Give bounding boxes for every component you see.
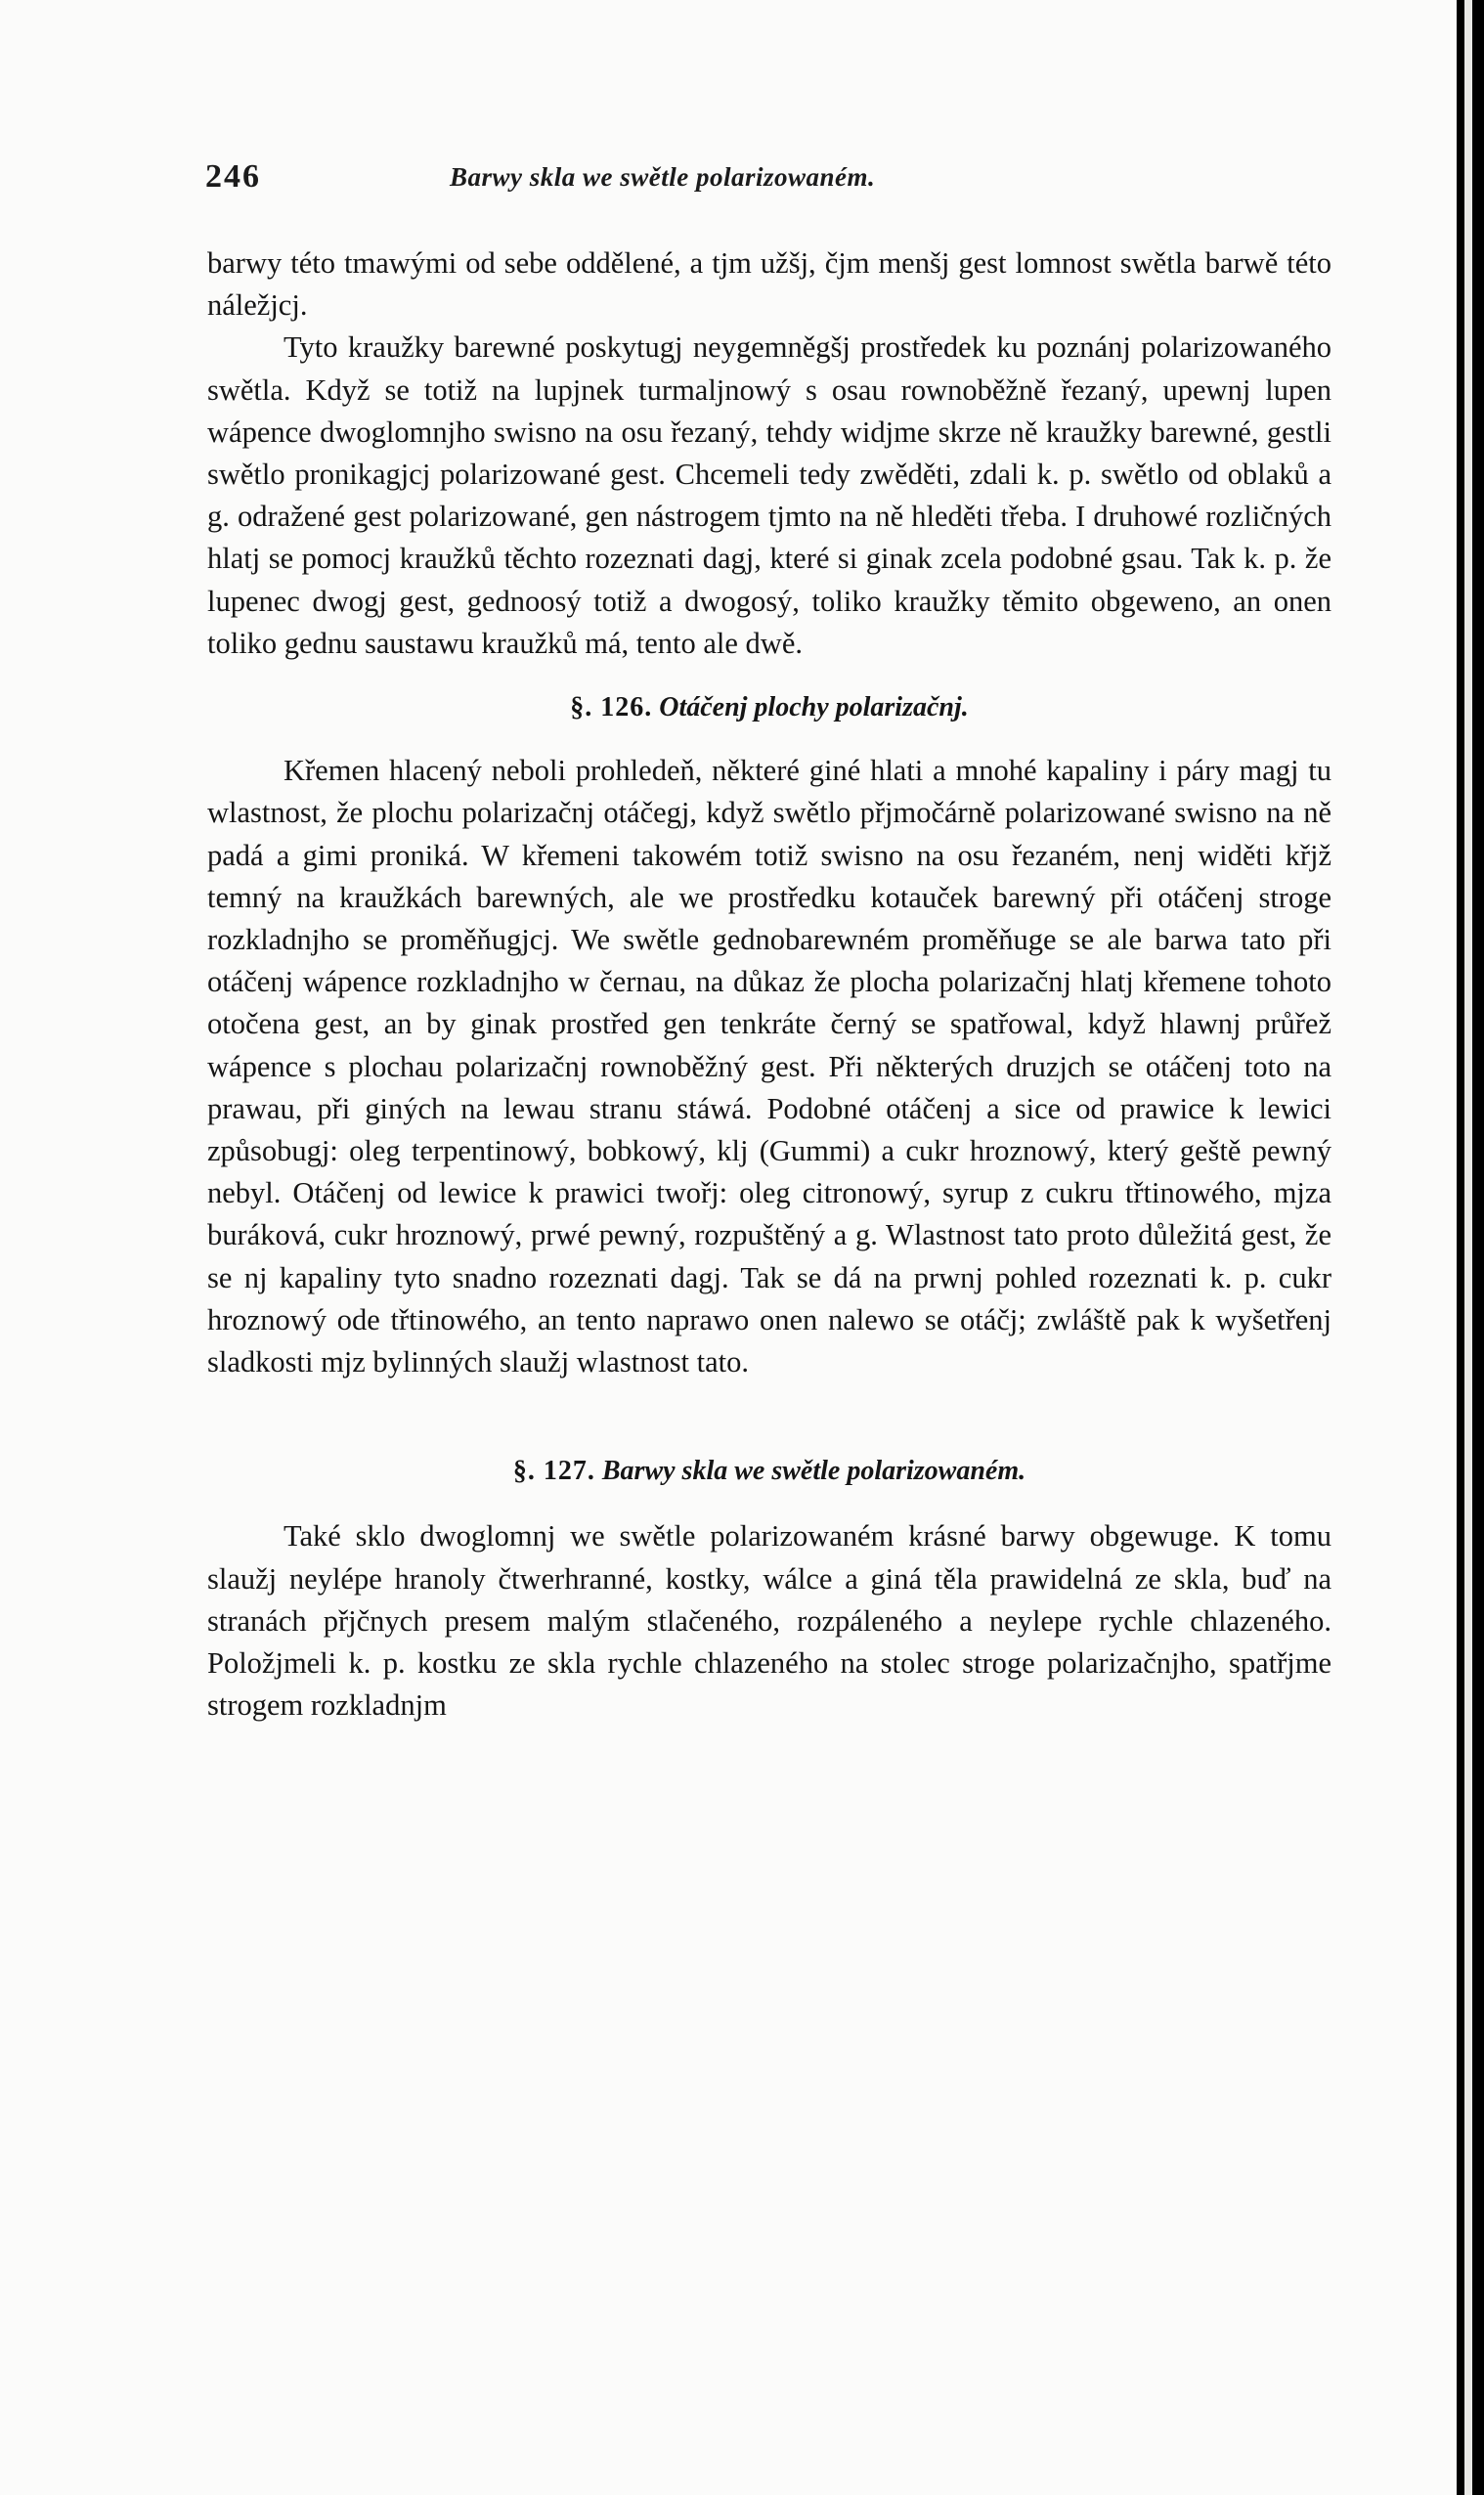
- next-page-edge: [1464, 0, 1472, 2495]
- paragraph-rotation: Křemen hlacený neboli prohledeň, některé giné hlati a mnohé kapaliny i páry magj tu wlastnost, že plochu polarizačnj otáčegj, když swětlo přjmočárně polarizowané swisno na ně padá a gimi proniká. W křemeni takowém totiž swisno na osu řezaném, nenj widěti křjž temný na kraužkách barewných, ale we prostředku kotauček barewný při otáčenj stroge rozkladnjho se proměňugjcj. We swětle gednobarewném proměňuge se ale barwa tato při otáčenj wápence rozkladnjho w černau, na důkaz že plocha polarizačnj hlatj křemene tohoto otočena gest, an by ginak prostřed gen tenkráte černý se spatřowal, když hlawnj průřež wápence s plochau polarizačnj rownoběžný gest. Při některých druzjch se otáčenj toto na prawau, při giných na lewau stranu stáwá. Podobné otáčenj a sice od prawice k lewici způsobugj: oleg terpentinowý, bobkowý, klj (Gummi) a cukr hroznowý, který geště pewný nebyl. Otáčenj od lewice k prawici twořj: oleg citronowý, syrup z cukru třtinowého, mjza buráková, cukr hroznowý, prwé pewný, rozpuštěný a g. Wlastnost tato proto důležitá gest, že se nj kapaliny tyto snadno rozeznati dagj. Tak se dá na prwnj pohled rozeznati k. p. cukr hroznowý ode třtinowého, an tento naprawo onen nalewo se otáčj; zwláště pak k wyšetřenj sladkosti mjz bylinných slaužj wlastnost tato.: [207, 754, 1331, 1379]
- section-title: Barwy skla we swětle polarizowaném.: [601, 1456, 1026, 1487]
- scan-border: [1457, 0, 1484, 2495]
- paragraph-glass: Také sklo dwoglomnj we swětle polarizowaném krásné barwy obgewuge. K tomu slaužj neylépe hranoly čtwerhranné, kostky, wálce a giná těla prawidelná ze skla, buď na stranách přjčnych presem malým stlačeného, rozpáleného a neylepe rychle chlazeného. Položjmeli k. p. kostku ze skla rychle chlazeného na stolec stroge polarizačnjho, spatřjme strogem rozkladnjm: [207, 1519, 1331, 1723]
- section-heading-127: [207, 1450, 1331, 1492]
- section-heading-126: [207, 686, 1331, 728]
- section-number: §. 126.: [570, 692, 653, 723]
- section-number: §. 127.: [512, 1456, 595, 1487]
- body-text: [207, 242, 1331, 1728]
- running-head: [205, 158, 1330, 197]
- paragraph-continued: barwy této tmawými od sebe oddělené, a tjm užšj, čjm menšj gest lomnost swětla barwě této náležjcj.: [207, 246, 1331, 323]
- paragraph-rings: Tyto kraužky barewné poskytugj neygemněgšj prostředek ku poznánj polarizowaného swětla. Když se totiž na lupjnek turmaljnowý s osau rownoběžně řezaný, upewnj lupen wápence dwoglomnjho swisno na osu řezaný, tehdy widjme skrze ně kraužky barewné, gestli swětlo pronikagjcj polarizowané gest. Chcemeli tedy zwěděti, zdali k. p. swětlo od oblaků a g. odražené gest polarizowané, gen nástrogem tjmto na ně hleděti třeba. I druhowé rozličných hlatj se pomocj kraužků těchto rozeznati dagj, které si ginak zcela podobné gsau. Tak k. p. že lupenec dwogj gest, gednoosý totiž a dwogosý, toliko kraužky těmito obgeweno, an onen toliko gednu saustawu kraužků má, tento ale dwě.: [207, 330, 1331, 660]
- page-number: 246: [205, 158, 261, 195]
- running-title: Barwy skla we swětle polarizowaném.: [450, 162, 876, 192]
- section-title: Otáčenj plochy polarizačnj.: [659, 692, 969, 723]
